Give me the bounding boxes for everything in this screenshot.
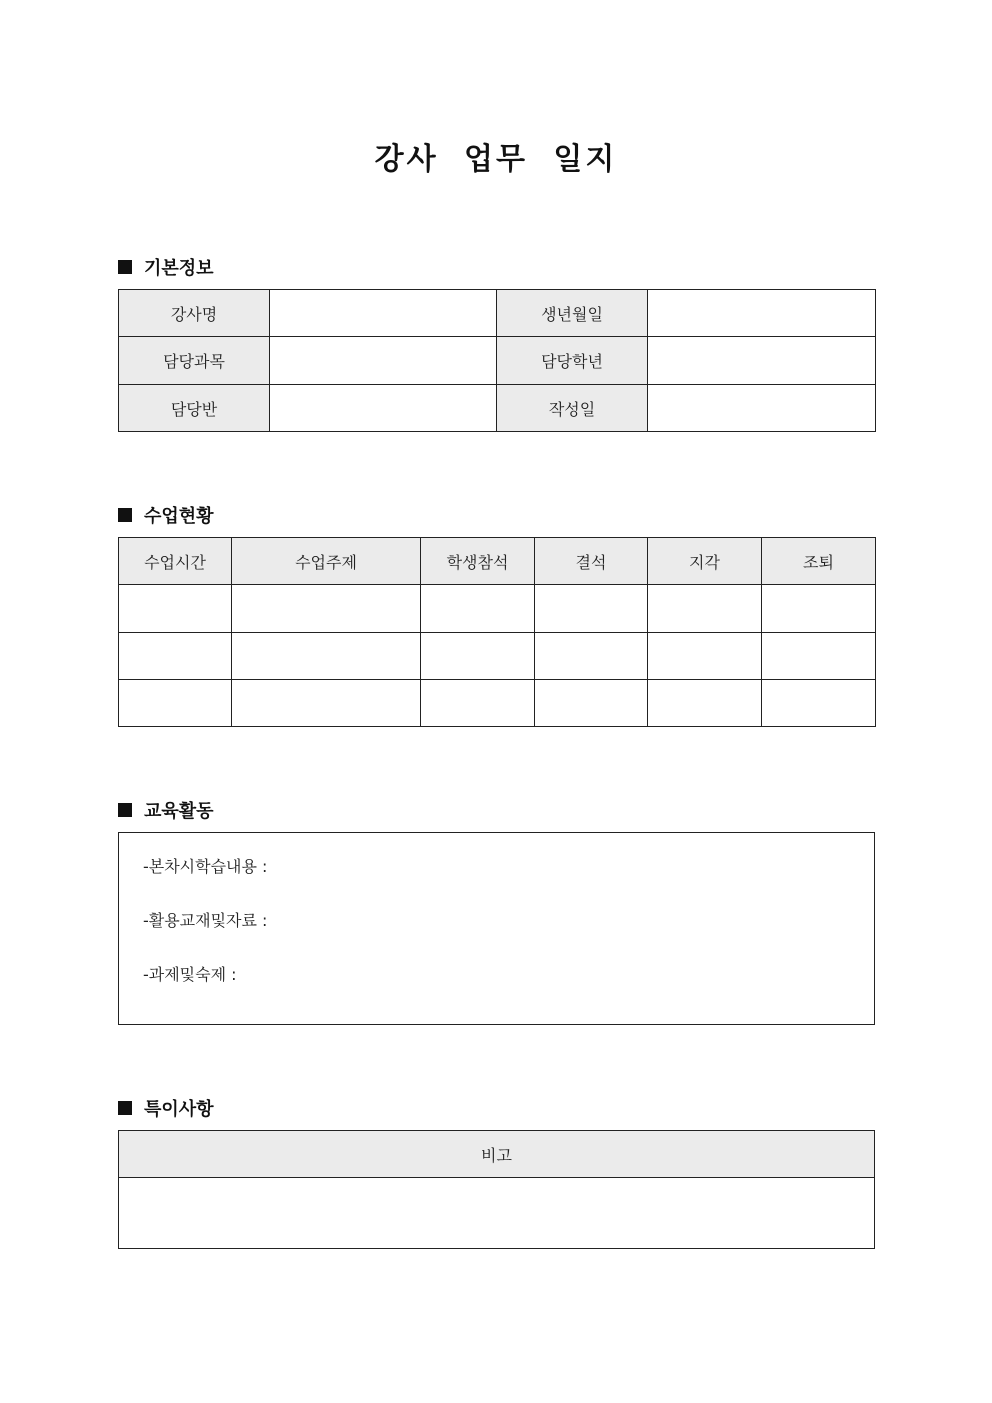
table-cell[interactable] xyxy=(119,680,232,727)
table-cell[interactable] xyxy=(762,633,876,680)
section-heading-class-status xyxy=(118,502,214,528)
square-bullet-icon xyxy=(118,1101,132,1115)
table-row xyxy=(119,290,876,337)
table-cell[interactable] xyxy=(648,680,762,727)
column-header: 수업주제 xyxy=(232,538,421,585)
section-heading-notes xyxy=(118,1095,214,1121)
materials-line: -활용교재및자료 : xyxy=(143,911,268,930)
birthdate-label: 생년월일 xyxy=(497,290,648,337)
table-cell[interactable] xyxy=(119,633,232,680)
section-heading-label: 기본정보 xyxy=(144,258,214,279)
notes-table xyxy=(118,1130,875,1249)
class-label: 담당반 xyxy=(119,385,270,432)
basic-info-table xyxy=(118,289,876,432)
table-cell[interactable] xyxy=(421,680,535,727)
table-row xyxy=(119,385,876,432)
table-header-row xyxy=(119,538,876,585)
column-header: 지각 xyxy=(648,538,762,585)
column-header: 수업시간 xyxy=(119,538,232,585)
section-heading-label: 교육활동 xyxy=(144,801,214,822)
table-row xyxy=(119,585,876,633)
section-heading-label: 특이사항 xyxy=(144,1099,214,1120)
table-cell[interactable] xyxy=(762,585,876,633)
section-heading-basic-info xyxy=(118,254,214,280)
square-bullet-icon xyxy=(118,260,132,274)
instructor-name-label: 강사명 xyxy=(119,290,270,337)
table-cell[interactable] xyxy=(119,585,232,633)
written-date-label: 작성일 xyxy=(497,385,648,432)
table-row xyxy=(119,337,876,385)
subject-field[interactable] xyxy=(270,337,497,385)
grade-field[interactable] xyxy=(648,337,876,385)
table-row xyxy=(119,680,876,727)
section-heading-label: 수업현황 xyxy=(144,506,214,527)
table-cell[interactable] xyxy=(421,585,535,633)
table-cell[interactable] xyxy=(648,585,762,633)
homework-line: -과제및숙제 : xyxy=(143,965,237,984)
remarks-header: 비고 xyxy=(119,1131,875,1178)
table-cell[interactable] xyxy=(232,633,421,680)
column-header: 학생참석 xyxy=(421,538,535,585)
table-cell[interactable] xyxy=(232,585,421,633)
square-bullet-icon xyxy=(118,803,132,817)
table-cell[interactable] xyxy=(762,680,876,727)
lesson-content-line: -본차시학습내용 : xyxy=(143,857,268,876)
section-heading-education xyxy=(118,797,214,823)
written-date-field[interactable] xyxy=(648,385,876,432)
instructor-name-field[interactable] xyxy=(270,290,497,337)
table-cell[interactable] xyxy=(421,633,535,680)
square-bullet-icon xyxy=(118,508,132,522)
remarks-field[interactable] xyxy=(119,1178,875,1249)
table-header-row xyxy=(119,1131,875,1178)
table-cell[interactable] xyxy=(535,585,648,633)
grade-label: 담당학년 xyxy=(497,337,648,385)
column-header: 결석 xyxy=(535,538,648,585)
education-activity-box[interactable] xyxy=(118,832,875,1025)
table-row xyxy=(119,633,876,680)
table-cell[interactable] xyxy=(535,680,648,727)
table-row xyxy=(119,1178,875,1249)
page-title: 강사 업무 일지 xyxy=(374,142,618,177)
birthdate-field[interactable] xyxy=(648,290,876,337)
table-cell[interactable] xyxy=(648,633,762,680)
table-cell[interactable] xyxy=(535,633,648,680)
subject-label: 담당과목 xyxy=(119,337,270,385)
class-field[interactable] xyxy=(270,385,497,432)
class-status-table xyxy=(118,537,876,727)
column-header: 조퇴 xyxy=(762,538,876,585)
table-cell[interactable] xyxy=(232,680,421,727)
